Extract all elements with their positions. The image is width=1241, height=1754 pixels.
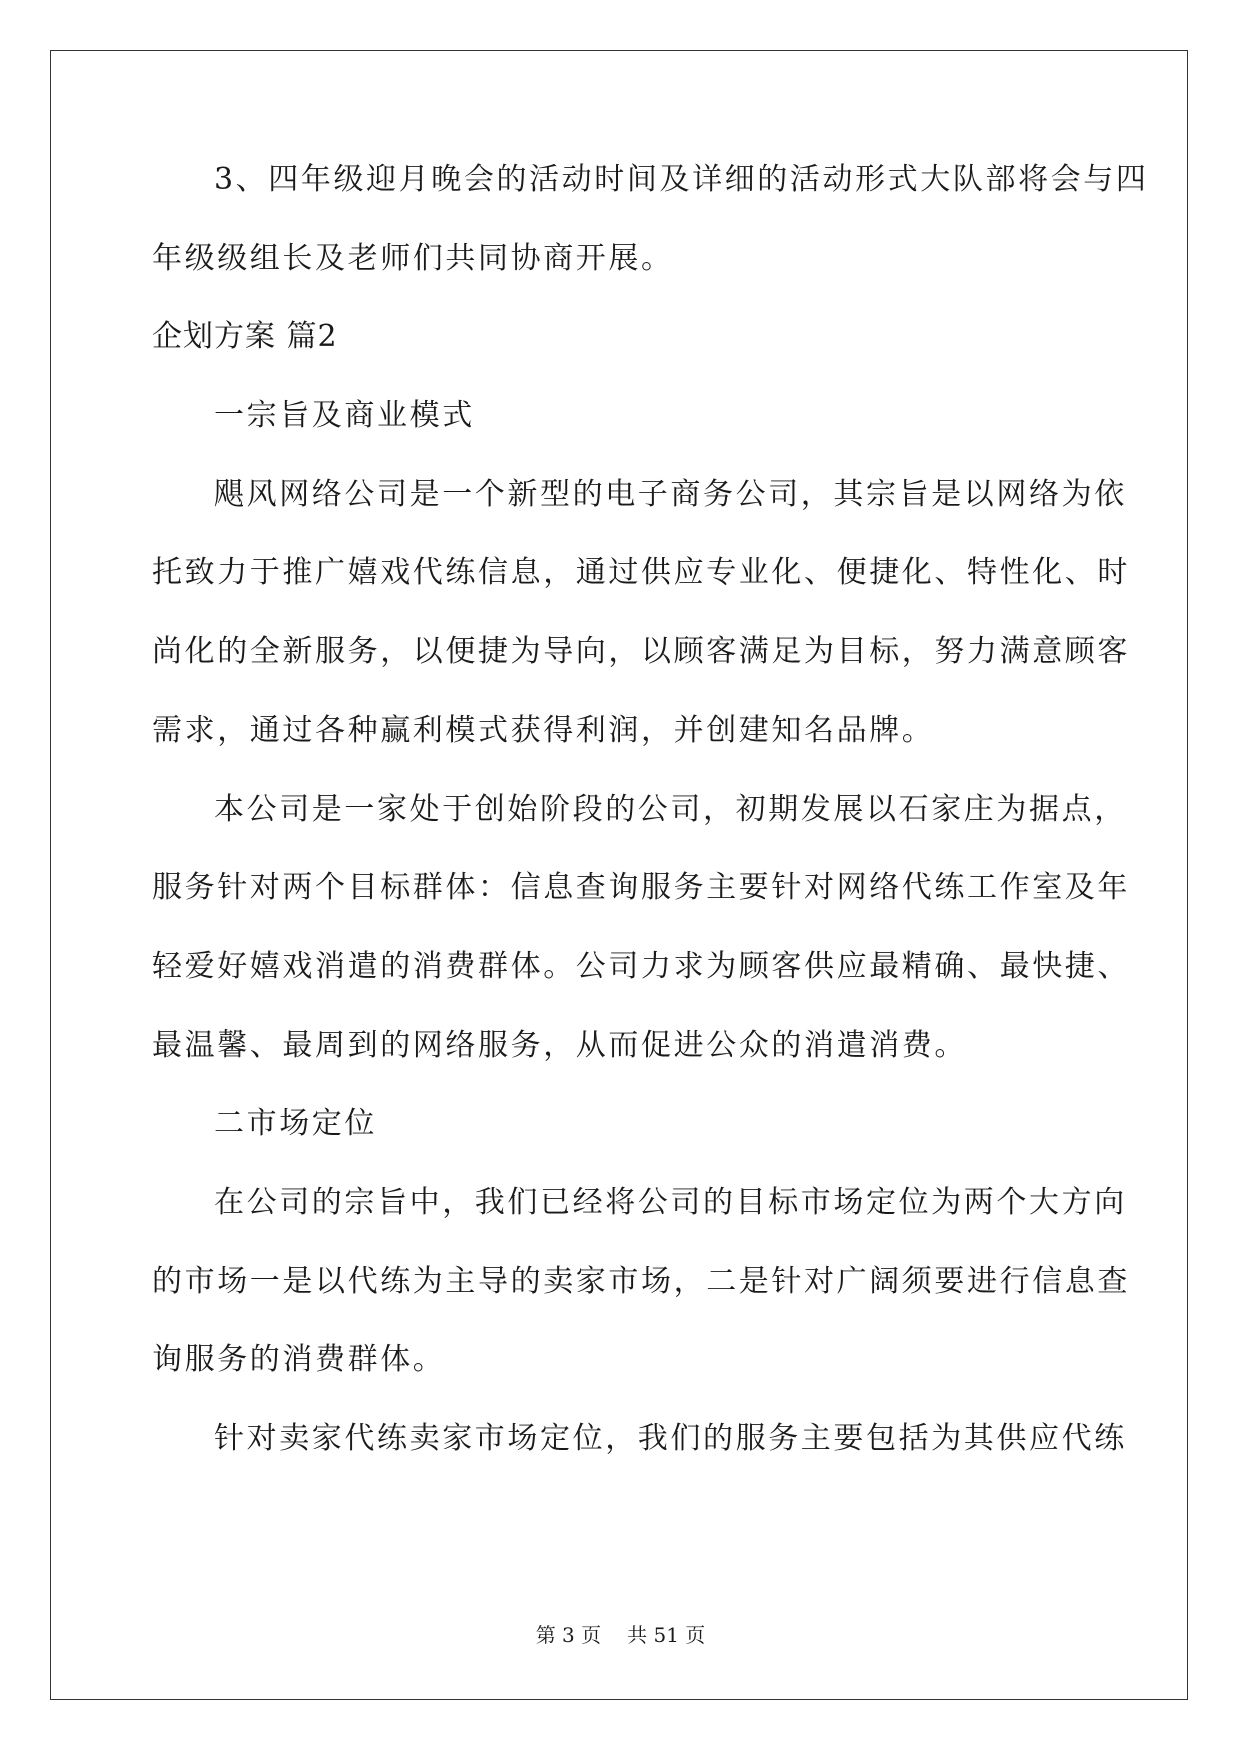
text-line: 服务针对两个目标群体：信息查询服务主要针对网络代练工作室及年 [152, 870, 1130, 906]
text-line: 飓风网络公司是一个新型的电子商务公司，其宗旨是以网络为依 [214, 476, 1127, 512]
text-line: 需求，通过各种赢利模式获得利润，并创建知名品牌。 [152, 712, 935, 748]
text-line: 3、四年级迎月晚会的活动时间及详细的活动形式大队部将会与四 [214, 162, 1149, 197]
section-heading: 企划方案 篇2 [152, 319, 338, 355]
page-number: 第 3 页 [535, 1623, 602, 1647]
text-line: 托致力于推广嬉戏代练信息，通过供应专业化、便捷化、特性化、时 [152, 555, 1130, 591]
text-line: 尚化的全新服务，以便捷为导向，以顾客满足为目标，努力满意顾客 [152, 634, 1130, 670]
text-line: 的市场一是以代练为主导的卖家市场，二是针对广阔须要进行信息查 [152, 1263, 1130, 1299]
document-body [152, 160, 1149, 1498]
text-line: 在公司的宗旨中，我们已经将公司的目标市场定位为两个大方向 [214, 1184, 1127, 1220]
text-line: 年级级组长及老师们共同协商开展。 [152, 240, 674, 276]
text-line: 最温馨、最周到的网络服务，从而促进公众的消遣消费。 [152, 1027, 967, 1063]
text-line: 询服务的消费群体。 [152, 1342, 446, 1378]
subsection-heading: 二市场定位 [214, 1106, 377, 1142]
page-total: 共 51 页 [627, 1623, 706, 1647]
text-line: 本公司是一家处于创始阶段的公司，初期发展以石家庄为据点， [214, 791, 1127, 827]
page-footer [0, 1622, 1241, 1648]
subsection-heading: 一宗旨及商业模式 [214, 398, 475, 434]
text-line: 针对卖家代练卖家市场定位，我们的服务主要包括为其供应代练 [214, 1421, 1127, 1456]
text-line: 轻爱好嬉戏消遣的消费群体。公司力求为顾客供应最精确、最快捷、 [152, 948, 1130, 984]
